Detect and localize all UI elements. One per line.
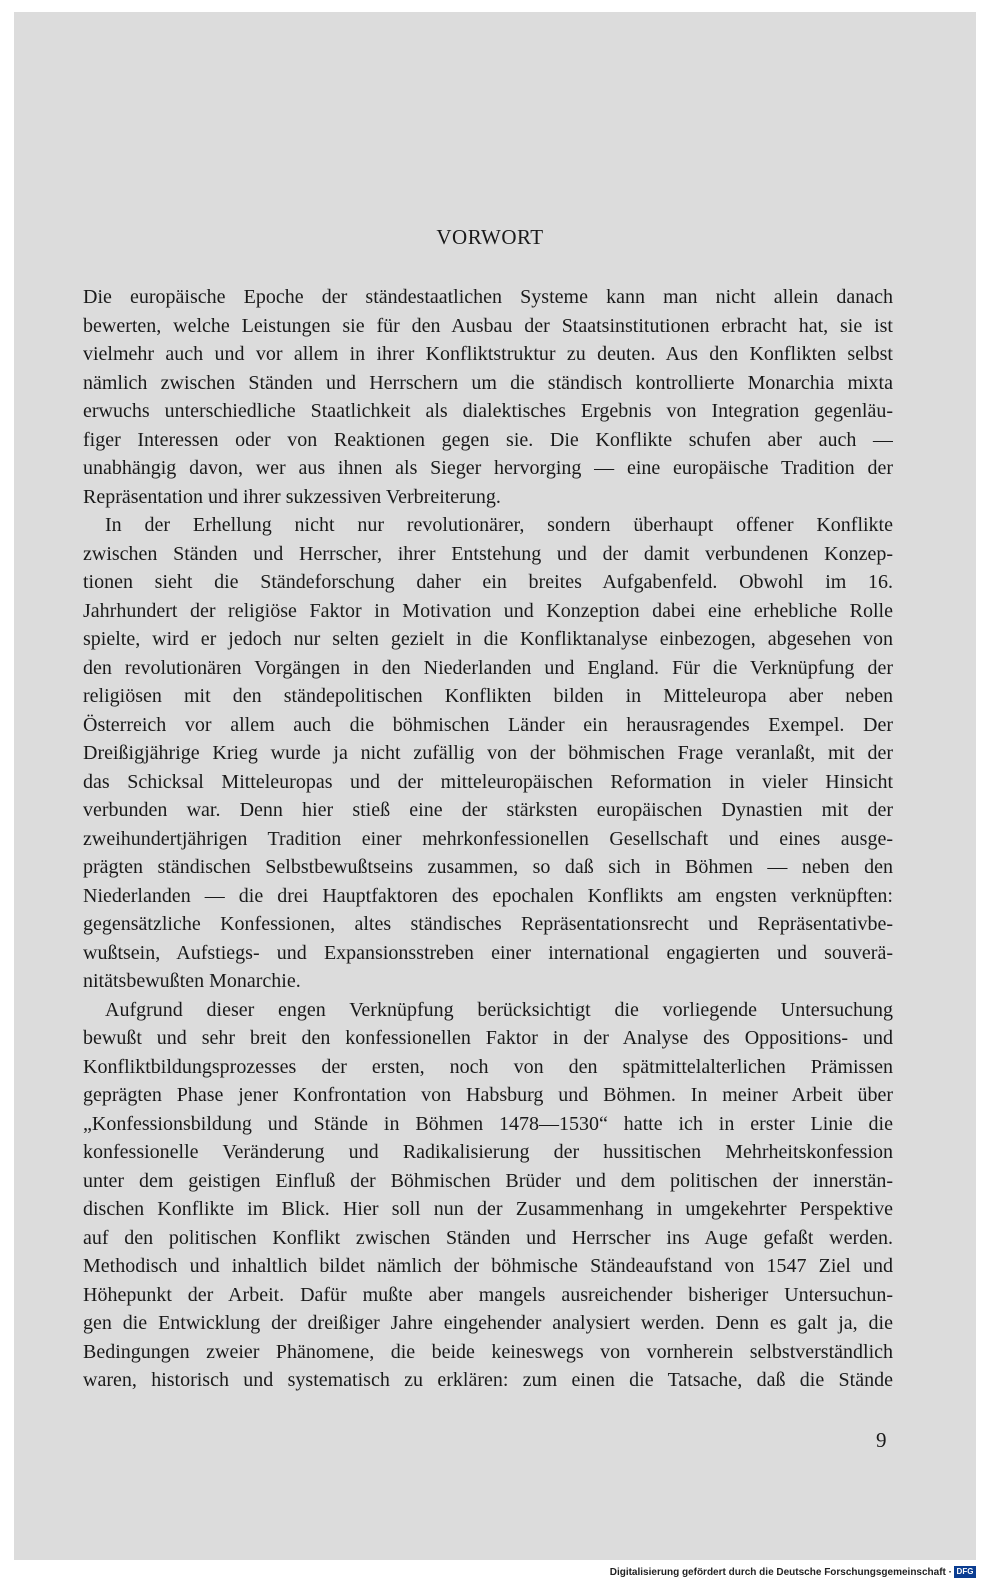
text-line: waren, historisch und systematisch zu erklären: zum einen die Tatsache, daß die Stände: [83, 1369, 893, 1391]
text-line: Methodisch und inhaltlich bildet nämlich der böhmische Ständeaufstand von 1547 Ziel und: [83, 1255, 893, 1277]
text-line: prägten ständischen Selbstbewußtseins zusammen, so daß sich in Böhmen — neben den: [83, 856, 893, 878]
digitization-credit: Digitalisierung gefördert durch die Deutsche Forschungsgemeinschaft ·: [609, 1567, 952, 1578]
text-line: Die europäische Epoche der ständestaatlichen Systeme kann man nicht allein danach: [83, 286, 893, 308]
text-line: „Konfessionsbildung und Stände in Böhmen 1478—1530“ hatte ich in erster Linie die: [83, 1112, 893, 1135]
text-line: Dreißigjährige Krieg wurde ja nicht zufällig von der böhmischen Frage veranlaßt, mit der: [83, 742, 893, 764]
text-line: erwuchs unterschiedliche Staatlichkeit als dialektisches Ergebnis von Integration gegenläu-: [83, 400, 893, 422]
text-line: wußtsein, Aufstiegs- und Expansionsstreben einer international engagierten und souverä-: [83, 941, 893, 964]
page-title: VORWORT: [436, 225, 544, 249]
text-line: konfessionelle Veränderung und Radikalisierung der hussitischen Mehrheitskonfession: [83, 1141, 893, 1163]
text-line: auf den politischen Konflikt zwischen Ständen und Herrscher ins Auge gefaßt werden.: [83, 1226, 893, 1249]
text-line: spielte, wird er jedoch nur selten gezielt in die Konfliktanalyse einbezogen, abgesehen von: [83, 628, 893, 650]
text-line: gen die Entwicklung der dreißiger Jahre eingehender analysiert werden. Denn es galt ja, die: [83, 1312, 893, 1334]
text-line: Höhepunkt der Arbeit. Dafür mußte aber mangels ausreichender bisheriger Untersuchun-: [83, 1283, 893, 1306]
text-line: religiösen mit den ständepolitischen Konflikten bilden in Mitteleuropa aber neben: [83, 685, 893, 707]
text-line: Bedingungen zweier Phänomene, die beide keineswegs von vornherein selbstverständlich: [83, 1340, 893, 1363]
text-line: Aufgrund dieser engen Verknüpfung berücksichtigt die vorliegende Untersuchung: [105, 998, 893, 1021]
text-line: figer Interessen oder von Reaktionen gegen sie. Die Konflikte schufen aber auch —: [83, 428, 893, 451]
text-line: zweihundertjährigen Tradition einer mehrkonfessionellen Gesellschaft und eines ausge-: [83, 827, 893, 850]
text-line: verbunden war. Denn hier stieß eine der stärksten europäischen Dynastien mit der: [83, 799, 893, 821]
text-line: unabhängig davon, wer aus ihnen als Sieger hervorging — eine europäische Tradition der: [83, 457, 893, 479]
text-line: vielmehr auch und vor allem in ihrer Konfliktstruktur zu deuten. Aus den Konflikten selbst: [83, 343, 893, 365]
body-text: [83, 283, 893, 1395]
text-line: Jahrhundert der religiöse Faktor in Motivation und Konzeption dabei eine erhebliche Rolle: [83, 599, 893, 622]
text-line: Repräsentation und ihrer sukzessiven Verbreiterung.: [83, 485, 501, 508]
text-line: In der Erhellung nicht nur revolutionärer, sondern überhaupt offener Konflikte: [105, 514, 893, 536]
text-line: Österreich vor allem auch die böhmischen Länder ein herausragendes Exempel. Der: [83, 713, 893, 736]
text-line: geprägten Phase jener Konfrontation von Habsburg und Böhmen. In meiner Arbeit über: [83, 1084, 893, 1106]
text-line: nitätsbewußten Monarchie.: [83, 970, 301, 992]
text-line: Niederlanden — die drei Hauptfaktoren des epochalen Konflikts am engsten verknüpften:: [83, 884, 893, 907]
text-line: bewußt und sehr breit den konfessionellen Faktor in der Analyse des Oppositions- und: [83, 1027, 893, 1049]
text-line: nämlich zwischen Ständen und Herrschern um die ständisch kontrollierte Monarchia mixta: [83, 371, 893, 394]
text-line: tionen sieht die Ständeforschung daher ein breites Aufgabenfeld. Obwohl im 16.: [83, 571, 893, 593]
page-number: 9: [876, 1428, 887, 1452]
text-line: Konfliktbildungsprozesses der ersten, noch von den spätmittelalterlichen Prämissen: [83, 1055, 893, 1078]
text-line: unter dem geistigen Einfluß der Böhmischen Brüder und dem politischen der innerstän-: [83, 1169, 893, 1192]
text-line: das Schicksal Mitteleuropas und der mitteleuropäischen Reformation in vieler Hinsicht: [83, 770, 893, 793]
dfg-logo: DFG: [954, 1566, 976, 1578]
text-line: zwischen Ständen und Herrscher, ihrer Entstehung und der damit verbundenen Konzep-: [83, 542, 893, 565]
text-line: dischen Konflikte im Blick. Hier soll nun der Zusammenhang in umgekehrter Perspektive: [83, 1198, 893, 1220]
text-line: den revolutionären Vorgängen in den Niederlanden und England. Für die Verknüpfung der: [83, 656, 893, 679]
text-line: gegensätzliche Konfessionen, altes ständisches Repräsentationsrecht und Repräsentativbe-: [83, 913, 893, 935]
text-line: bewerten, welche Leistungen sie für den Ausbau der Staatsinstitutionen erbracht hat, sie ist: [83, 314, 893, 337]
